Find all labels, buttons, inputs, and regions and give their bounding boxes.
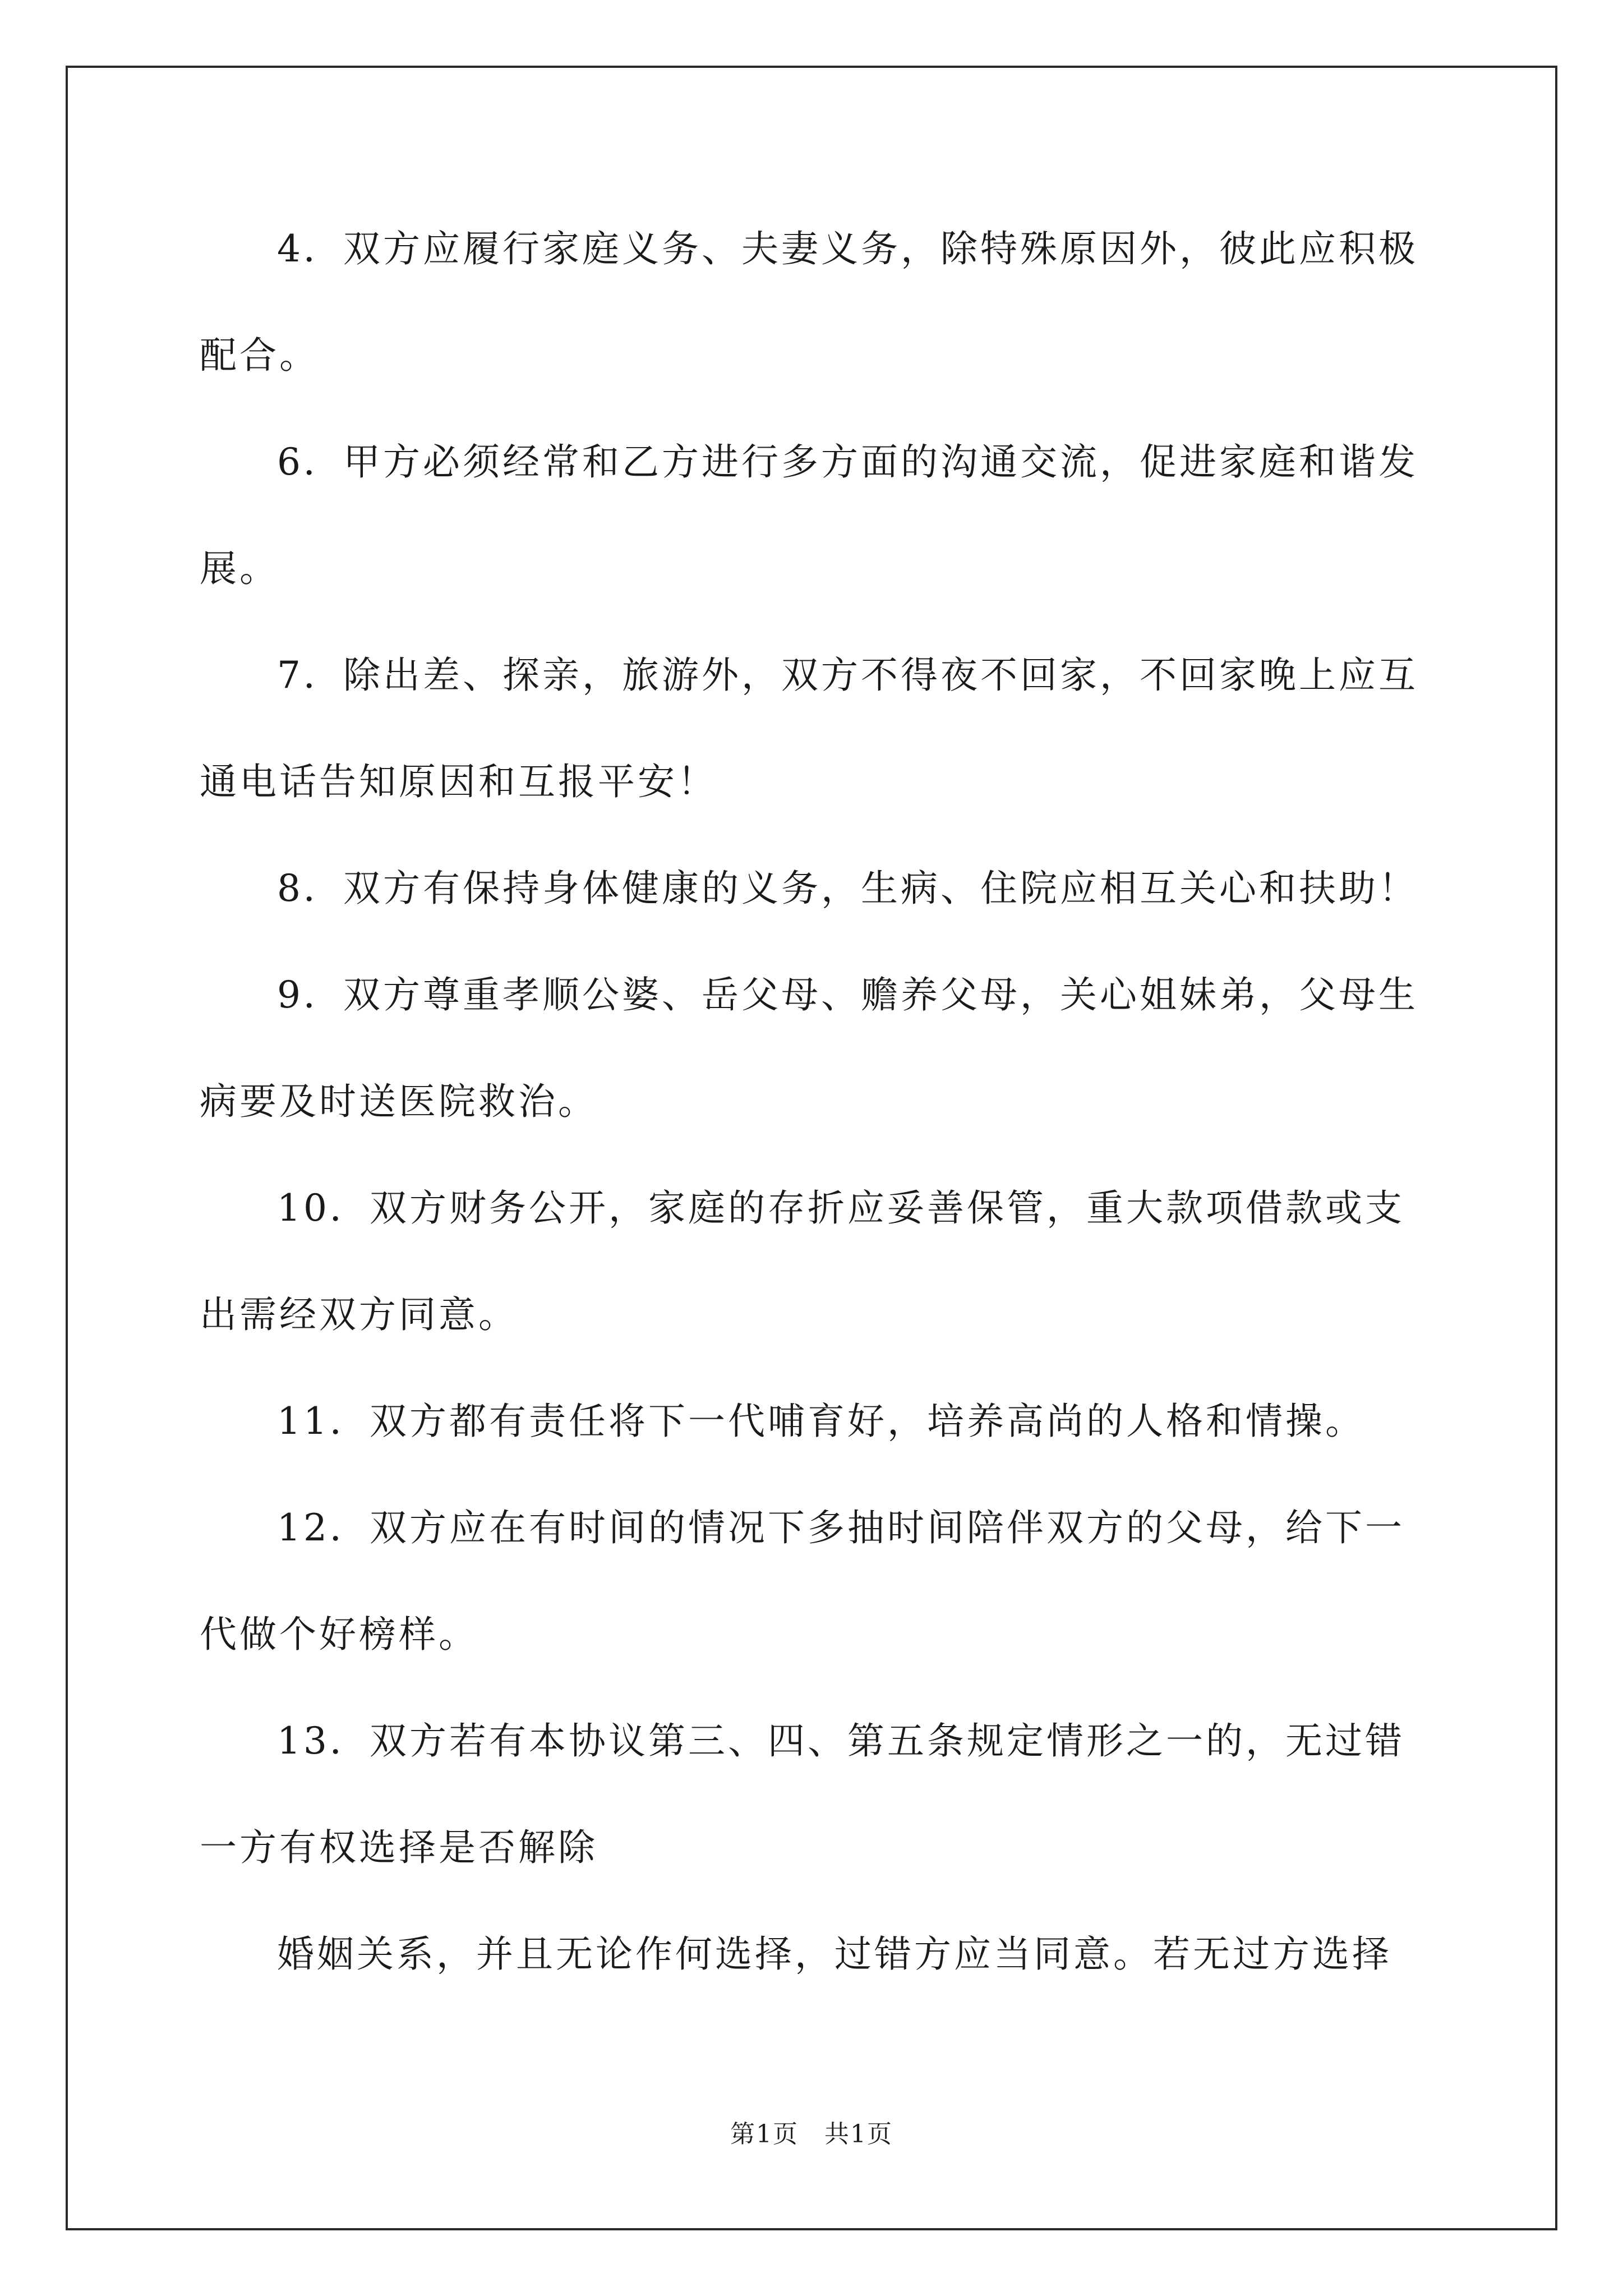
paragraph-item-12 [200,1498,1433,1711]
paragraph-line: 6．甲方必须经常和乙方进行多方面的沟通交流，促进家庭和谐发 [277,440,1418,484]
paragraph-item-9 [200,965,1433,1178]
paragraph-line: 通电话告知原因和互报平安！ [200,760,717,803]
paragraph-item-11 [200,1391,1433,1498]
paragraph-line: 婚姻关系，并且无论作何选择，过错方应当同意。若无过方选择 [277,1932,1392,1976]
paragraph-line: 4．双方应履行家庭义务、夫妻义务，除特殊原因外，彼此应积极 [277,227,1418,270]
paragraph-item-10 [200,1178,1433,1391]
paragraph-continuation [200,1924,1433,2031]
paragraph-item-7 [200,645,1433,858]
paragraph-line: 病要及时送医院救治。 [200,1080,598,1123]
document-body [200,219,1433,2031]
paragraph-line: 一方有权选择是否解除 [200,1826,598,1869]
paragraph-item-8 [200,858,1433,965]
paragraph-line: 9．双方尊重孝顺公婆、岳父母、赡养父母，关心姐妹弟，父母生 [277,973,1418,1016]
paragraph-line: 12．双方应在有时间的情况下多抽时间陪伴双方的父母，给下一 [277,1506,1405,1549]
paragraph-line: 10．双方财务公开，家庭的存折应妥善保管，重大款项借款或支 [277,1186,1405,1230]
paragraph-item-13 [200,1711,1433,1924]
paragraph-line: 出需经双方同意。 [200,1293,518,1336]
paragraph-line: 7．除出差、探亲，旅游外，双方不得夜不回家，不回家晚上应互 [277,654,1418,697]
paragraph-item-4 [200,219,1433,432]
paragraph-line: 代做个好榜样。 [200,1613,478,1656]
page-number-footer: 第1页 共1页 [730,2120,893,2148]
paragraph-line: 13．双方若有本协议第三、四、第五条规定情形之一的，无过错 [277,1719,1405,1763]
paragraph-line: 8．双方有保持身体健康的义务，生病、住院应相互关心和扶助！ [277,867,1418,910]
paragraph-line: 11．双方都有责任将下一代哺育好，培养高尚的人格和情操。 [277,1400,1365,1443]
paragraph-item-6 [200,432,1433,645]
paragraph-line: 展。 [200,547,279,590]
paragraph-line: 配合。 [200,334,319,377]
